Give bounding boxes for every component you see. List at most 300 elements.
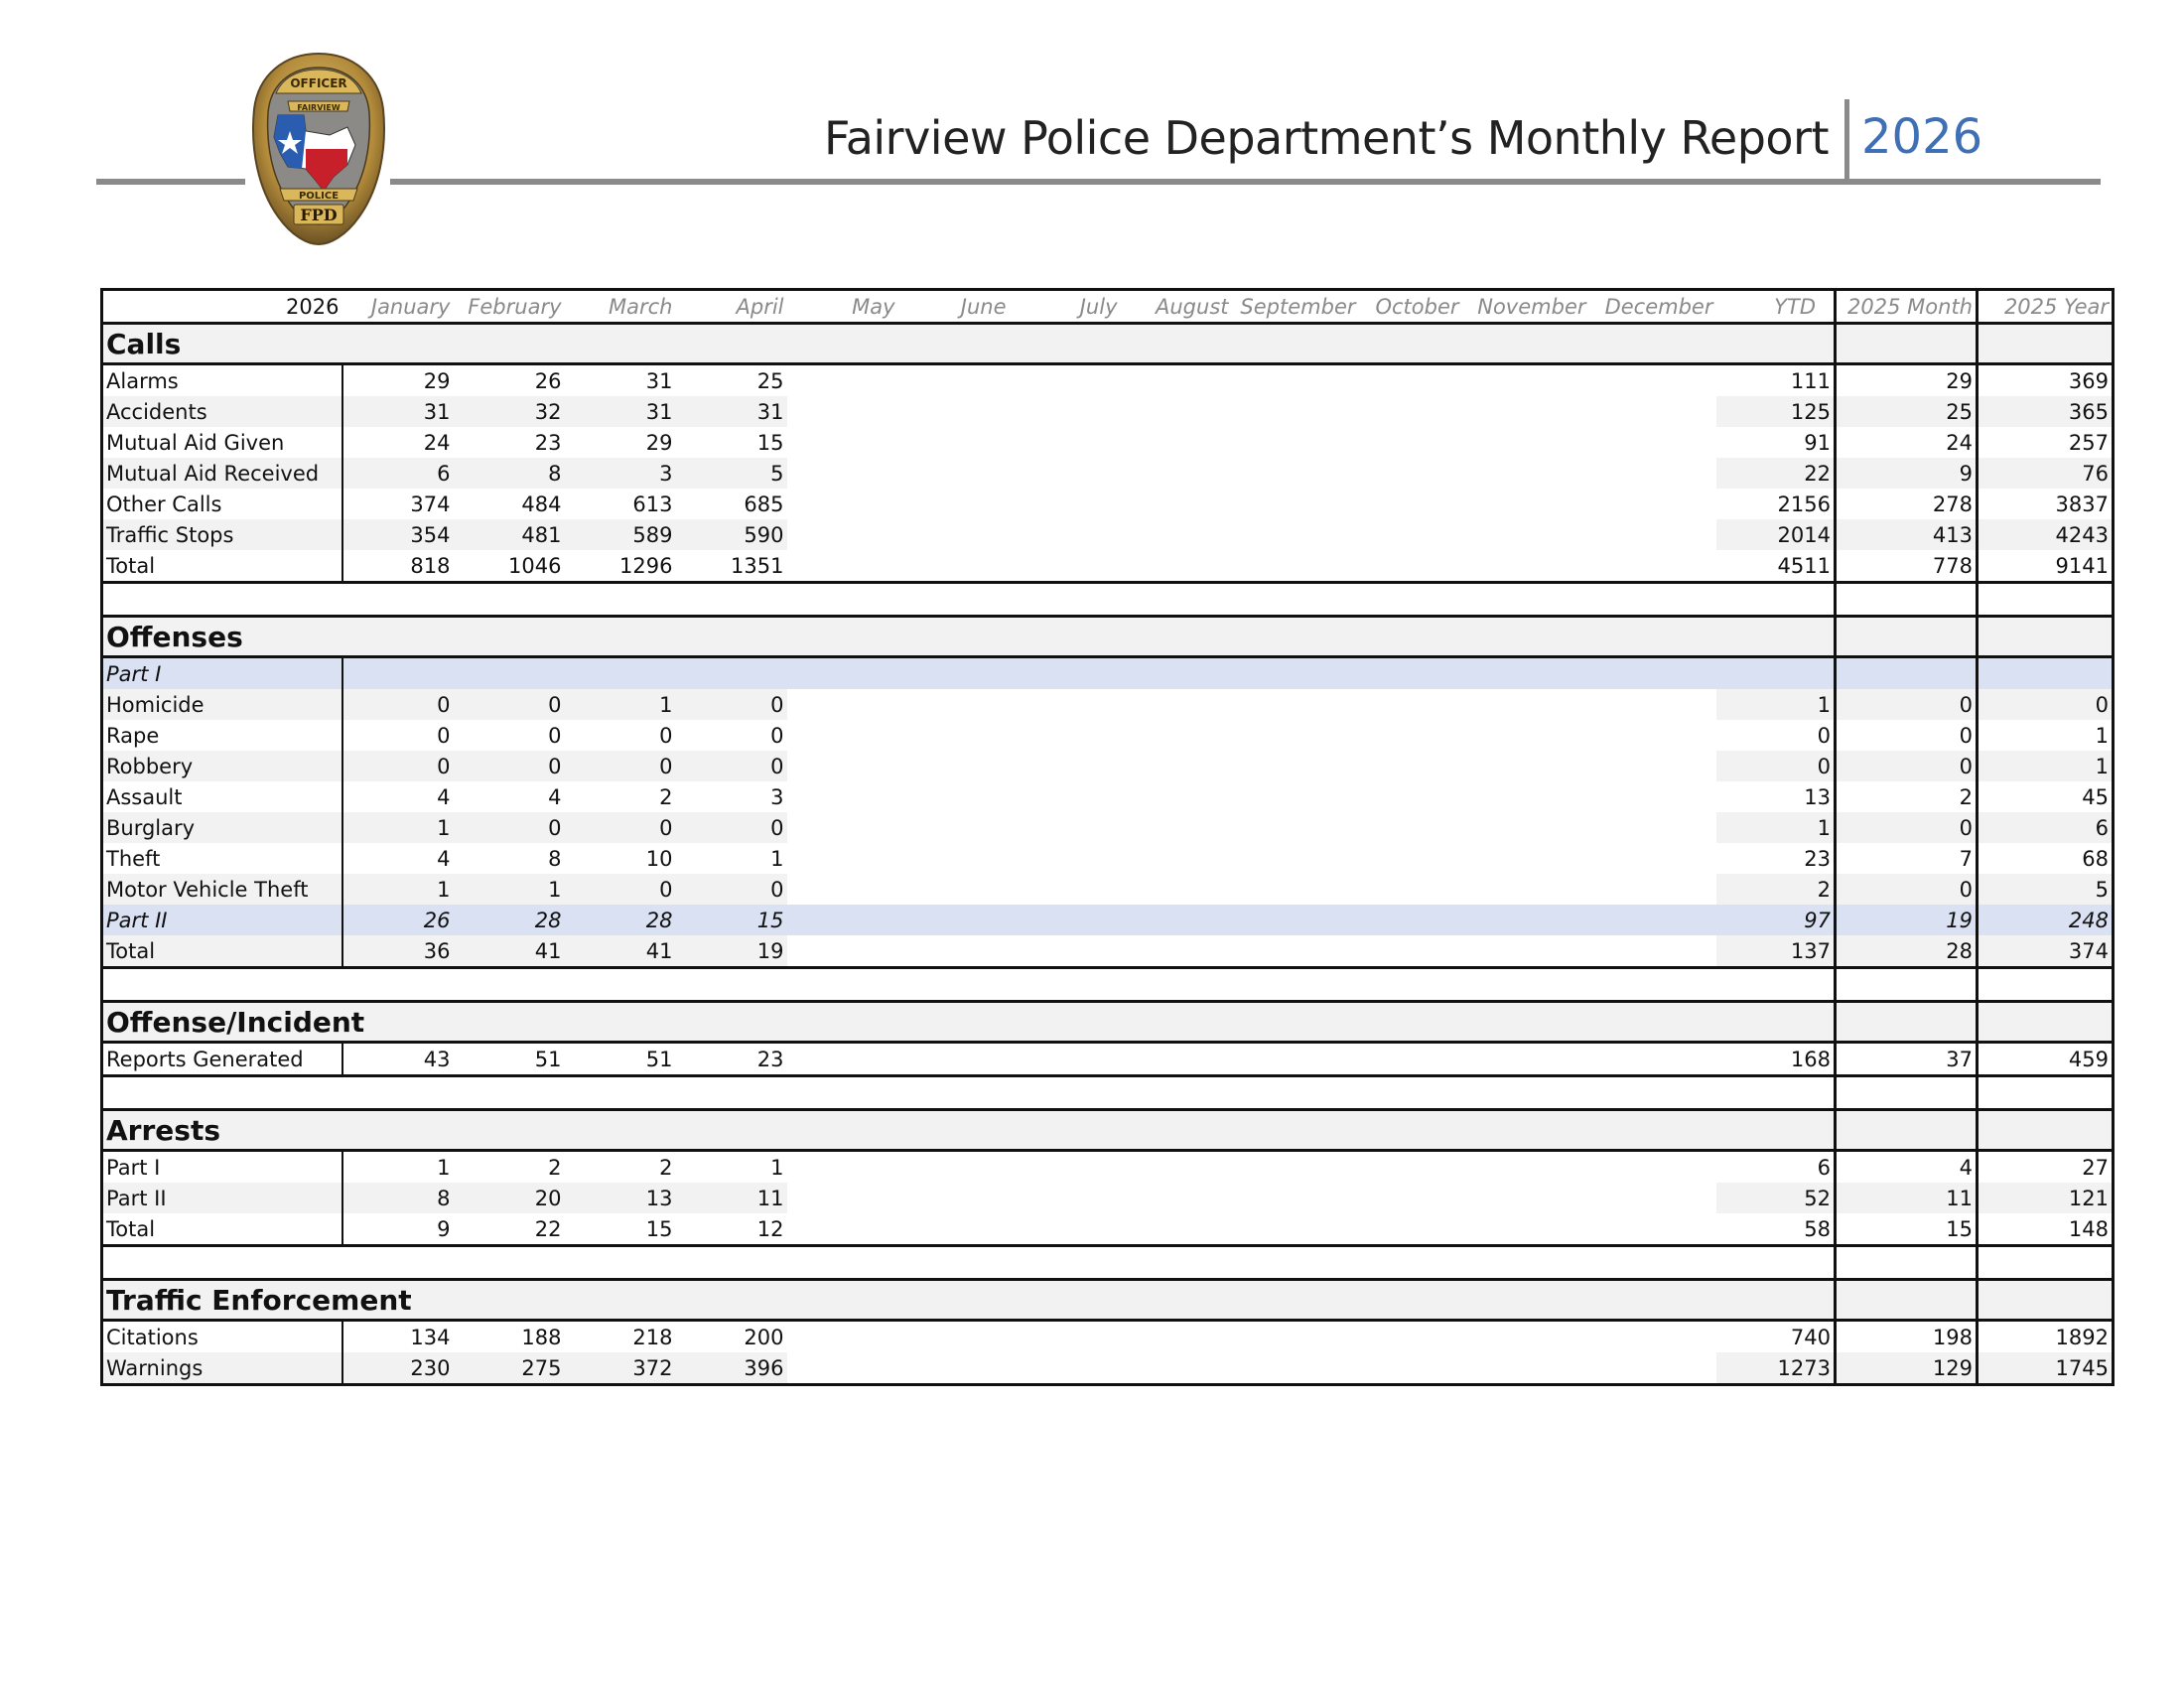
prev-month-value: 198 xyxy=(1836,1321,1978,1353)
section-blank-cell xyxy=(1978,1110,2114,1151)
empty-month-cell xyxy=(787,874,898,905)
empty-month-cell xyxy=(1010,935,1121,968)
row-label: Accidents xyxy=(102,396,342,427)
empty-month-cell xyxy=(1232,689,1359,720)
empty-month-cell xyxy=(787,550,898,583)
empty-month-cell xyxy=(898,1321,1010,1353)
row-label: Rape xyxy=(102,720,342,751)
empty-month-cell xyxy=(1589,1213,1716,1246)
empty-month-cell xyxy=(787,905,898,935)
table-row xyxy=(102,720,2114,751)
empty-month-cell xyxy=(1121,1213,1232,1246)
month-value: 13 xyxy=(565,1183,676,1213)
empty-month-cell xyxy=(898,905,1010,935)
empty-month-cell xyxy=(1462,489,1589,519)
prev-month-value: 28 xyxy=(1836,935,1978,968)
spacer-cell xyxy=(1978,1076,2114,1110)
empty-month-cell xyxy=(1121,720,1232,751)
month-value: 2 xyxy=(659,1155,673,1180)
month-value: 0 xyxy=(565,874,676,905)
ytd-value: 168 xyxy=(1716,1043,1836,1076)
month-value: 685 xyxy=(744,492,784,516)
empty-month-cell xyxy=(1232,751,1359,781)
empty-month-cell xyxy=(1010,751,1121,781)
month-value: 31 xyxy=(342,396,454,427)
section-blank-cell xyxy=(1836,1110,1978,1151)
prev-month-value: 19 xyxy=(1836,905,1978,935)
ytd-value: 0 xyxy=(1716,751,1836,781)
empty-month-cell xyxy=(1589,1321,1716,1353)
row-label: Part II xyxy=(102,905,342,935)
month-value: 134 xyxy=(410,1325,451,1349)
prev-month-value: 15 xyxy=(1836,1213,1978,1246)
spacer-cell xyxy=(1978,1246,2114,1280)
empty-month-cell xyxy=(1589,935,1716,968)
empty-month-cell xyxy=(1232,1213,1359,1246)
header-month: September xyxy=(1232,290,1359,324)
empty-month-cell xyxy=(1121,689,1232,720)
empty-month-cell xyxy=(1462,458,1589,489)
header-month: August xyxy=(1121,290,1232,324)
empty-month-cell xyxy=(1589,812,1716,843)
month-value: 41 xyxy=(565,935,676,968)
month-value: 29 xyxy=(423,368,451,393)
empty-month-cell xyxy=(787,364,898,397)
section-blank-cell xyxy=(1836,1002,1978,1043)
empty-month-cell xyxy=(787,1321,898,1353)
empty-month-cell xyxy=(1462,550,1589,583)
month-value: 0 xyxy=(342,689,454,720)
month-value: 590 xyxy=(676,519,787,550)
month-value: 15 xyxy=(565,1213,676,1246)
empty-month-cell xyxy=(1232,781,1359,812)
empty-month-cell xyxy=(1359,781,1462,812)
empty-month-cell xyxy=(787,689,898,720)
empty-month-cell xyxy=(1359,905,1462,935)
header-rule-left xyxy=(96,179,245,185)
ytd-value: 1 xyxy=(1716,812,1836,843)
empty-month-cell xyxy=(898,458,1010,489)
prev-year-value: 374 xyxy=(1978,935,2114,968)
ytd-value: 6 xyxy=(1817,1155,1831,1180)
empty-month-cell xyxy=(1462,427,1589,458)
column-header-row xyxy=(102,290,2114,324)
month-value: 26 xyxy=(342,905,454,935)
prev-year-value: 1 xyxy=(1978,751,2114,781)
month-value: 12 xyxy=(676,1213,787,1246)
table-row xyxy=(102,905,2114,935)
part-fill xyxy=(342,657,1836,690)
header-2025-month: 2025 Month xyxy=(1836,290,1978,324)
prev-month-value: 778 xyxy=(1836,550,1978,583)
empty-month-cell xyxy=(1232,1352,1359,1385)
month-value: 11 xyxy=(676,1183,787,1213)
row-label: Mutual Aid Received xyxy=(102,458,342,489)
empty-month-cell xyxy=(1359,364,1462,397)
header-month: December xyxy=(1589,290,1716,324)
month-value: 32 xyxy=(454,396,565,427)
month-value: 374 xyxy=(410,492,451,516)
spacer-row xyxy=(102,1076,2114,1110)
empty-month-cell xyxy=(787,812,898,843)
prev-month-value: 0 xyxy=(1836,812,1978,843)
section-blank-cell xyxy=(1836,617,1978,657)
empty-month-cell xyxy=(1010,874,1121,905)
prev-month-value: 278 xyxy=(1836,489,1978,519)
empty-month-cell xyxy=(1232,427,1359,458)
empty-month-cell xyxy=(1359,1043,1462,1076)
prev-year-value: 121 xyxy=(1978,1183,2114,1213)
prev-year-value: 365 xyxy=(1978,396,2114,427)
empty-month-cell xyxy=(1359,1183,1462,1213)
empty-month-cell xyxy=(898,1352,1010,1385)
empty-month-cell xyxy=(1359,751,1462,781)
empty-month-cell xyxy=(1010,427,1121,458)
empty-month-cell xyxy=(898,519,1010,550)
empty-month-cell xyxy=(898,843,1010,874)
ytd-value: 0 xyxy=(1817,723,1831,748)
month-value: 4 xyxy=(437,846,451,871)
empty-month-cell xyxy=(1462,781,1589,812)
empty-month-cell xyxy=(1232,905,1359,935)
spacer-row xyxy=(102,968,2114,1002)
month-value: 1351 xyxy=(676,550,787,583)
empty-month-cell xyxy=(1462,1043,1589,1076)
empty-month-cell xyxy=(898,781,1010,812)
empty-month-cell xyxy=(1010,1352,1121,1385)
row-label: Other Calls xyxy=(102,489,342,519)
empty-month-cell xyxy=(1589,364,1716,397)
empty-month-cell xyxy=(787,489,898,519)
month-value: 0 xyxy=(454,689,565,720)
empty-month-cell xyxy=(1359,550,1462,583)
prev-month-value: 0 xyxy=(1836,720,1978,751)
empty-month-cell xyxy=(1359,1321,1462,1353)
empty-month-cell xyxy=(1121,519,1232,550)
month-value: 24 xyxy=(423,430,451,455)
month-value: 28 xyxy=(565,905,676,935)
month-value: 28 xyxy=(454,905,565,935)
empty-month-cell xyxy=(1010,1213,1121,1246)
month-value: 29 xyxy=(645,430,673,455)
empty-month-cell xyxy=(1589,489,1716,519)
empty-month-cell xyxy=(1462,720,1589,751)
month-value: 0 xyxy=(454,751,565,781)
empty-month-cell xyxy=(787,751,898,781)
header-month: July xyxy=(1010,290,1121,324)
empty-month-cell xyxy=(1121,489,1232,519)
prev-month-value: 0 xyxy=(1836,751,1978,781)
row-label: Part II xyxy=(102,1183,342,1213)
header-2025-year: 2025 Year xyxy=(1978,290,2114,324)
month-value: 9 xyxy=(342,1213,454,1246)
row-label: Assault xyxy=(102,781,342,812)
table-row xyxy=(102,689,2114,720)
prev-year-value: 369 xyxy=(1978,364,2114,397)
empty-month-cell xyxy=(1010,781,1121,812)
empty-month-cell xyxy=(1232,720,1359,751)
section-blank-cell xyxy=(1978,1280,2114,1321)
empty-month-cell xyxy=(1121,1043,1232,1076)
section-blank-cell xyxy=(1836,324,1978,364)
empty-month-cell xyxy=(898,1151,1010,1184)
spacer-cell xyxy=(102,583,1836,617)
month-value: 8 xyxy=(342,1183,454,1213)
prev-year-value: 5 xyxy=(1978,874,2114,905)
prev-year-value: 76 xyxy=(1978,458,2114,489)
empty-month-cell xyxy=(898,935,1010,968)
month-value: 8 xyxy=(454,458,565,489)
month-value: 0 xyxy=(676,689,787,720)
empty-month-cell xyxy=(787,1213,898,1246)
prev-year-value: 45 xyxy=(1978,781,2114,812)
spacer-cell xyxy=(1836,583,1978,617)
empty-month-cell xyxy=(898,751,1010,781)
month-value: 31 xyxy=(645,368,673,393)
prev-year-value: 9141 xyxy=(1978,550,2114,583)
empty-month-cell xyxy=(1010,1321,1121,1353)
prev-month-value: 0 xyxy=(1836,874,1978,905)
empty-month-cell xyxy=(1589,1352,1716,1385)
empty-month-cell xyxy=(1010,689,1121,720)
empty-month-cell xyxy=(1010,843,1121,874)
prev-year-value: 3837 xyxy=(1978,489,2114,519)
month-value: 20 xyxy=(454,1183,565,1213)
prev-year-value: 148 xyxy=(1978,1213,2114,1246)
month-value: 230 xyxy=(342,1352,454,1385)
table-row xyxy=(102,427,2114,458)
empty-month-cell xyxy=(1589,720,1716,751)
month-value: 23 xyxy=(676,1043,787,1076)
table-row xyxy=(102,935,2114,968)
title-divider xyxy=(1844,99,1849,181)
police-badge-logo xyxy=(244,50,393,248)
month-value: 0 xyxy=(565,751,676,781)
empty-month-cell xyxy=(1462,1213,1589,1246)
month-value: 10 xyxy=(645,846,673,871)
empty-month-cell xyxy=(1359,458,1462,489)
ytd-value: 125 xyxy=(1716,396,1836,427)
row-label: Traffic Stops xyxy=(102,519,342,550)
empty-month-cell xyxy=(898,1043,1010,1076)
ytd-value: 1 xyxy=(1716,689,1836,720)
empty-month-cell xyxy=(1232,1043,1359,1076)
section-traffic-enforcement xyxy=(102,1280,2114,1321)
empty-month-cell xyxy=(1010,364,1121,397)
month-value: 4 xyxy=(548,784,562,809)
empty-month-cell xyxy=(1121,812,1232,843)
empty-month-cell xyxy=(898,364,1010,397)
prev-month-value: 24 xyxy=(1836,427,1978,458)
svg-text:OFFICER: OFFICER xyxy=(290,76,347,90)
row-label: Burglary xyxy=(102,812,342,843)
empty-month-cell xyxy=(1462,1321,1589,1353)
month-value: 15 xyxy=(756,430,784,455)
empty-month-cell xyxy=(1462,935,1589,968)
ytd-value: 2014 xyxy=(1716,519,1836,550)
empty-month-cell xyxy=(1121,1151,1232,1184)
month-value: 0 xyxy=(659,723,673,748)
month-value: 51 xyxy=(454,1043,565,1076)
prev-month-value: 9 xyxy=(1836,458,1978,489)
month-value: 3 xyxy=(565,458,676,489)
empty-month-cell xyxy=(1010,519,1121,550)
empty-month-cell xyxy=(1359,689,1462,720)
prev-month-value: 4 xyxy=(1836,1151,1978,1184)
ytd-value: 52 xyxy=(1716,1183,1836,1213)
ytd-value: 22 xyxy=(1716,458,1836,489)
month-value: 31 xyxy=(676,396,787,427)
prev-month-value: 2 xyxy=(1836,781,1978,812)
row-label: Part I xyxy=(102,1151,342,1184)
prev-year-value: 1745 xyxy=(1978,1352,2114,1385)
empty-month-cell xyxy=(1010,396,1121,427)
spacer-row xyxy=(102,583,2114,617)
spacer-cell xyxy=(102,1076,1836,1110)
empty-month-cell xyxy=(1232,489,1359,519)
month-value: 396 xyxy=(676,1352,787,1385)
month-value: 613 xyxy=(632,492,673,516)
section-blank-cell xyxy=(1836,1280,1978,1321)
month-value: 1 xyxy=(565,689,676,720)
month-value: 19 xyxy=(676,935,787,968)
table-row xyxy=(102,812,2114,843)
empty-month-cell xyxy=(898,812,1010,843)
empty-month-cell xyxy=(1462,396,1589,427)
empty-month-cell xyxy=(1010,1043,1121,1076)
month-value: 481 xyxy=(454,519,565,550)
empty-month-cell xyxy=(1232,843,1359,874)
empty-month-cell xyxy=(1121,550,1232,583)
empty-month-cell xyxy=(1121,364,1232,397)
table-row xyxy=(102,519,2114,550)
month-value: 0 xyxy=(437,723,451,748)
ytd-value: 23 xyxy=(1804,846,1831,871)
empty-month-cell xyxy=(1010,1183,1121,1213)
ytd-value: 4511 xyxy=(1716,550,1836,583)
month-value: 2 xyxy=(548,1155,562,1180)
ytd-value: 740 xyxy=(1790,1325,1831,1349)
month-value: 0 xyxy=(565,812,676,843)
empty-month-cell xyxy=(1462,905,1589,935)
empty-month-cell xyxy=(1359,935,1462,968)
empty-month-cell xyxy=(1359,396,1462,427)
month-value: 23 xyxy=(534,430,562,455)
month-value: 22 xyxy=(454,1213,565,1246)
empty-month-cell xyxy=(1359,489,1462,519)
prev-year-value: 248 xyxy=(1978,905,2114,935)
empty-month-cell xyxy=(1462,1352,1589,1385)
month-value: 31 xyxy=(565,396,676,427)
month-value: 2 xyxy=(659,784,673,809)
header-month: March xyxy=(565,290,676,324)
section-title: Arrests xyxy=(102,1110,1836,1151)
prev-year-value: 257 xyxy=(1978,427,2114,458)
prev-month-value: 37 xyxy=(1836,1043,1978,1076)
empty-month-cell xyxy=(787,396,898,427)
month-value: 0 xyxy=(770,723,784,748)
table-row xyxy=(102,396,2114,427)
page-title: Fairview Police Department’s Monthly Report xyxy=(823,111,1829,165)
empty-month-cell xyxy=(1232,874,1359,905)
empty-month-cell xyxy=(1589,550,1716,583)
row-label: Mutual Aid Given xyxy=(102,427,342,458)
month-value: 1296 xyxy=(565,550,676,583)
month-value: 41 xyxy=(454,935,565,968)
empty-month-cell xyxy=(1359,812,1462,843)
empty-month-cell xyxy=(1462,751,1589,781)
ytd-value: 111 xyxy=(1790,368,1831,393)
empty-month-cell xyxy=(1232,396,1359,427)
prev-month-value: 129 xyxy=(1836,1352,1978,1385)
table-row xyxy=(102,874,2114,905)
month-value: 1 xyxy=(454,874,565,905)
empty-month-cell xyxy=(898,550,1010,583)
empty-month-cell xyxy=(1121,1321,1232,1353)
empty-month-cell xyxy=(787,519,898,550)
empty-month-cell xyxy=(787,720,898,751)
part-one-header-row xyxy=(102,657,2114,690)
month-value: 0 xyxy=(548,723,562,748)
empty-month-cell xyxy=(1121,427,1232,458)
empty-month-cell xyxy=(1232,364,1359,397)
section-offenses xyxy=(102,617,2114,657)
row-label: Motor Vehicle Theft xyxy=(102,874,342,905)
empty-month-cell xyxy=(1589,905,1716,935)
table-row xyxy=(102,489,2114,519)
table-row xyxy=(102,843,2114,874)
month-value: 484 xyxy=(521,492,562,516)
empty-month-cell xyxy=(1462,689,1589,720)
month-value: 200 xyxy=(744,1325,784,1349)
row-label: Warnings xyxy=(102,1352,342,1385)
empty-month-cell xyxy=(787,1043,898,1076)
row-label: Total xyxy=(102,1213,342,1246)
section-title: Offense/Incident xyxy=(102,1002,1836,1043)
month-value: 26 xyxy=(534,368,562,393)
empty-month-cell xyxy=(1232,550,1359,583)
table-row xyxy=(102,550,2114,583)
empty-month-cell xyxy=(1010,812,1121,843)
empty-month-cell xyxy=(1359,1213,1462,1246)
empty-month-cell xyxy=(1589,519,1716,550)
empty-month-cell xyxy=(1359,720,1462,751)
header-ytd: YTD xyxy=(1716,290,1836,324)
ytd-value: 97 xyxy=(1716,905,1836,935)
spacer-row xyxy=(102,1246,2114,1280)
empty-month-cell xyxy=(1589,751,1716,781)
header-month: November xyxy=(1462,290,1589,324)
table-row xyxy=(102,781,2114,812)
empty-month-cell xyxy=(898,1213,1010,1246)
spacer-cell xyxy=(102,968,1836,1002)
empty-month-cell xyxy=(1462,1151,1589,1184)
empty-month-cell xyxy=(1232,1321,1359,1353)
month-value: 43 xyxy=(342,1043,454,1076)
section-calls xyxy=(102,324,2114,364)
empty-month-cell xyxy=(1232,1183,1359,1213)
empty-month-cell xyxy=(1359,1352,1462,1385)
month-value: 25 xyxy=(756,368,784,393)
svg-text:FAIRVIEW: FAIRVIEW xyxy=(297,103,341,112)
month-value: 0 xyxy=(454,812,565,843)
row-label: Citations xyxy=(102,1321,342,1353)
empty-month-cell xyxy=(1589,396,1716,427)
empty-month-cell xyxy=(1462,364,1589,397)
section-offense-incident xyxy=(102,1002,2114,1043)
prev-year-value: 4243 xyxy=(1978,519,2114,550)
header-month: June xyxy=(898,290,1010,324)
